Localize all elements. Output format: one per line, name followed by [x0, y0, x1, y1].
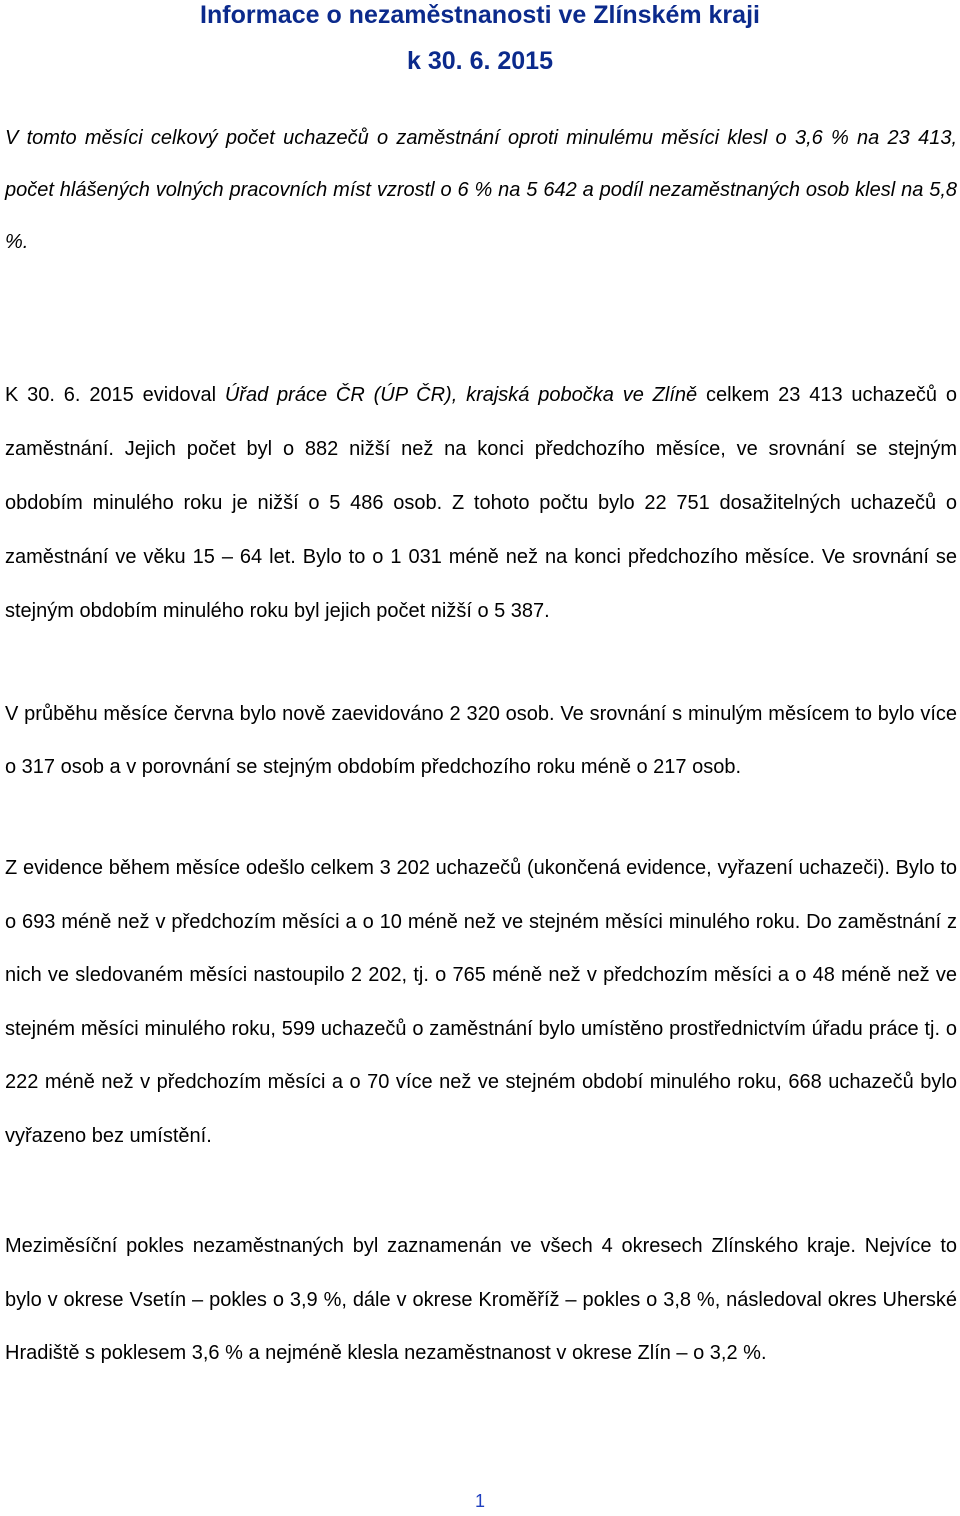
- paragraph-lead: K 30. 6. 2015 evidoval: [5, 384, 225, 406]
- districts-paragraph: Meziměsíční pokles nezaměstnaných byl zaznamenán ve všech 4 okresech Zlínského kraje. Nejvíce to bylo v okrese Vsetín – pokles o 3,9 %, dále v okrese Kroměříž – pokles o 3,8 %, následoval okres Uherské Hradiště s poklesem 3,6 % a nejméně klesla nezaměstnanost v okrese Zlín – o 3,2 %.: [5, 1235, 957, 1365]
- document-title: Informace o nezaměstnanosti ve Zlínském kraji: [200, 1, 760, 29]
- page-number: 1: [474, 1491, 485, 1511]
- intro-paragraph: V tomto měsíci celkový počet uchazečů o zaměstnání oproti minulému měsíci klesl o 3,6 % na 23 413, počet hlášených volných pracovních míst vzrostl o 6 % na 5 642 a podíl nezaměstnaných osob klesl na 5,8 %.: [5, 127, 957, 253]
- registered-applicants-paragraph: [5, 368, 957, 638]
- document-date: k 30. 6. 2015: [407, 47, 553, 75]
- paragraph-rest: celkem 23 413 uchazečů o zaměstnání. Jejich počet byl o 882 nižší než na konci předchozího měsíce, ve srovnání se stejným obdobím minulého roku je nižší o 5 486 osob. Z tohoto počtu bylo 22 751 dosažitelných uchazečů o zaměstnání ve věku 15 – 64 let. Bylo to o 1 031 méně než na konci předchozího měsíce. Ve srovnání se stejným obdobím minulého roku byl jejich počet nižší o 5 387.: [5, 384, 957, 622]
- new-registrations-paragraph: V průběhu měsíce června bylo nově zaevidováno 2 320 osob. Ve srovnání s minulým měsícem to bylo více o 317 osob a v porovnání se stejným obdobím předchozího roku méně o 217 osob.: [5, 703, 957, 778]
- outflow-paragraph: Z evidence během měsíce odešlo celkem 3 202 uchazečů (ukončená evidence, vyřazení uchazeči). Bylo to o 693 méně než v předchozím měsíci a o 10 méně než ve stejném měsíci minulého roku. Do zaměstnání z nich ve sledovaném měsíci nastoupilo 2 202, tj. o 765 méně než v předchozím měsíci a o 48 méně než ve stejném měsíci minulého roku, 599 uchazečů o zaměstnání bylo umístěno prostřednictvím úřadu práce tj. o 222 méně než v předchozím měsíci a o 70 více než ve stejném období minulého roku, 668 uchazečů bylo vyřazeno bez umístění.: [5, 857, 957, 1147]
- labour-office-name: Úřad práce ČR (ÚP ČR), krajská pobočka ve Zlíně: [224, 384, 698, 406]
